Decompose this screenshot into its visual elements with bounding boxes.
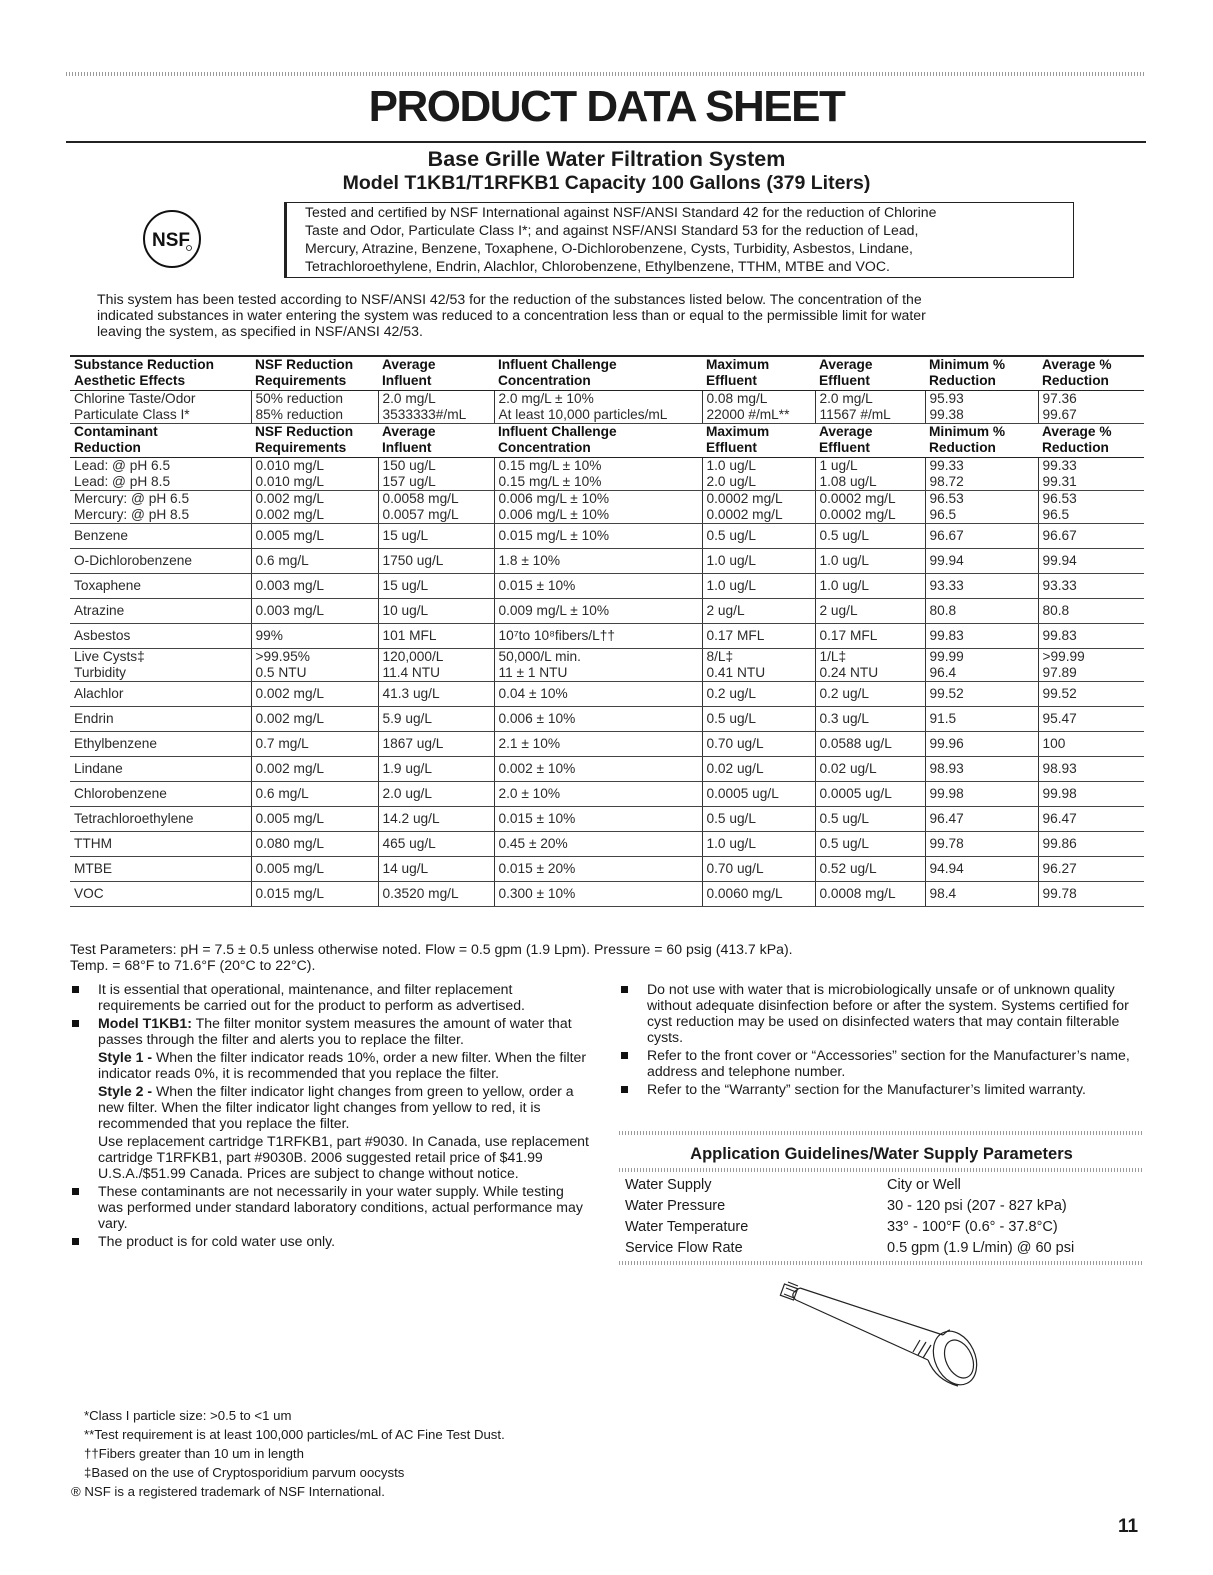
- table-cell: Endrin: [70, 707, 251, 732]
- table-cell: 99.33 98.72: [925, 458, 1038, 491]
- performance-table: [70, 355, 1144, 907]
- table-cell: 0.70 ug/L: [702, 857, 815, 882]
- table-cell: Lindane: [70, 757, 251, 782]
- table-cell: TTHM: [70, 832, 251, 857]
- table-cell: 0.006 ± 10%: [494, 707, 702, 732]
- list-item: [70, 1015, 590, 1181]
- table-cell: 0.17 MFL: [815, 624, 925, 649]
- table-cell: 150 ug/L 157 ug/L: [378, 458, 494, 491]
- table-cell: 1.0 ug/L: [702, 574, 815, 599]
- table-cell: Live Cysts‡ Turbidity: [70, 649, 251, 682]
- table-cell: 50,000/L min. 11 ± 1 NTU: [494, 649, 702, 682]
- table-cell: 0.300 ± 10%: [494, 882, 702, 907]
- table-row: [70, 682, 1144, 707]
- water-filter-cartridge-icon: [778, 1280, 988, 1390]
- table-cell: 0.0005 ug/L: [815, 782, 925, 807]
- page-title: PRODUCT DATA SHEET: [368, 82, 845, 131]
- table-cell: 99.94: [1038, 549, 1144, 574]
- table-cell: Maximum Effluent: [702, 424, 815, 458]
- table-row: [70, 574, 1144, 599]
- test-parameters: Test Parameters: pH = 7.5 ± 0.5 unless otherwise noted. Flow = 0.5 gpm (1.9 Lpm). Pressure = 60 psig (413.7 kPa). Temp. = 68°F to 71.6°F (20°C to 22°C).: [70, 941, 793, 973]
- table-cell: 0.0008 mg/L: [815, 882, 925, 907]
- table-row: [70, 732, 1144, 757]
- table-cell: NSF Reduction Requirements: [251, 424, 378, 458]
- table-row: [70, 391, 1144, 424]
- table-cell: 93.33: [1038, 574, 1144, 599]
- aesthetic-rows: [70, 391, 1144, 424]
- table-cell: 10⁷to 10⁸fibers/L††: [494, 624, 702, 649]
- table-cell: 0.015 mg/L ± 10%: [494, 524, 702, 549]
- table-cell: Average Influent: [378, 424, 494, 458]
- table-cell: 14.2 ug/L: [378, 807, 494, 832]
- table-cell: 0.002 mg/L: [251, 682, 378, 707]
- table-row: [70, 857, 1144, 882]
- table-cell: Average % Reduction: [1038, 356, 1144, 391]
- table-cell: MTBE: [70, 857, 251, 882]
- page-number: 11: [1118, 1516, 1139, 1537]
- table-cell: 0.005 mg/L: [251, 857, 378, 882]
- table-cell: 1750 ug/L: [378, 549, 494, 574]
- footnotes: [71, 1406, 505, 1501]
- bullet-text: The filter monitor system measures the amount of water that passes through the filter and alerts you to replace the filter.: [98, 1015, 572, 1047]
- contaminant-rows: [70, 458, 1144, 907]
- table-cell: 2.0 ± 10%: [494, 782, 702, 807]
- table-cell: 0.04 ± 10%: [494, 682, 702, 707]
- table-cell: 1.9 ug/L: [378, 757, 494, 782]
- table-cell: 0.003 mg/L: [251, 599, 378, 624]
- table-cell: 96.53 96.5: [1038, 491, 1144, 524]
- table-cell: 96.67: [1038, 524, 1144, 549]
- table-cell: 1.8 ± 10%: [494, 549, 702, 574]
- style2-text: When the filter indicator light changes from green to yellow, order a new filter. When the filter indicator light changes from yellow to red, it is recommended that you replace the filter.: [98, 1083, 574, 1131]
- table-cell: O-Dichlorobenzene: [70, 549, 251, 574]
- table-cell: 0.002 ± 10%: [494, 757, 702, 782]
- table-cell: Average Influent: [378, 356, 494, 391]
- table-cell: 99.94: [925, 549, 1038, 574]
- table-cell: 98.93: [1038, 757, 1144, 782]
- table-cell: Alachlor: [70, 682, 251, 707]
- table-cell: 2.0 mg/L 11567 #/mL: [815, 391, 925, 424]
- table-cell: 0.006 mg/L ± 10% 0.006 mg/L ± 10%: [494, 491, 702, 524]
- performance-data-tables: [70, 355, 1144, 907]
- table-cell: 8/L‡ 0.41 NTU: [702, 649, 815, 682]
- list-item: Refer to the “Warranty” section for the Manufacturer’s limited warranty.: [619, 1081, 1144, 1097]
- table-cell: Influent Challenge Concentration: [494, 424, 702, 458]
- table-cell: 465 ug/L: [378, 832, 494, 857]
- table-cell: 2.0 mg/L ± 10% At least 10,000 particles/mL: [494, 391, 702, 424]
- table-cell: Tetrachloroethylene: [70, 807, 251, 832]
- table-cell: 99.99 96.4: [925, 649, 1038, 682]
- table-cell: 80.8: [1038, 599, 1144, 624]
- style2-paragraph: [98, 1083, 590, 1131]
- style1-label: Style 1 -: [98, 1049, 153, 1065]
- table-cell: 0.5 ug/L: [702, 807, 815, 832]
- table-cell: 50% reduction 85% reduction: [251, 391, 378, 424]
- list-item: [70, 981, 590, 1013]
- table-cell: 0.45 ± 20%: [494, 832, 702, 857]
- nsf-logo-icon: [142, 209, 202, 269]
- product-subtitle: Base Grille Water Filtration System: [427, 147, 786, 171]
- table-cell: 1/L‡ 0.24 NTU: [815, 649, 925, 682]
- table-cell: 1.0 ug/L: [702, 549, 815, 574]
- table-row: [70, 624, 1144, 649]
- table-cell: 120,000/L 11.4 NTU: [378, 649, 494, 682]
- table-cell: 0.5 ug/L: [702, 707, 815, 732]
- table-row: [70, 649, 1144, 682]
- footnote: **Test requirement is at least 100,000 particles/mL of AC Fine Test Dust.: [84, 1427, 505, 1442]
- table-cell: 0.005 mg/L: [251, 807, 378, 832]
- table-cell: 15 ug/L: [378, 574, 494, 599]
- table-cell: 97.36 99.67: [1038, 391, 1144, 424]
- table-header-row: [70, 424, 1144, 458]
- table-row: [70, 757, 1144, 782]
- application-label: Water Supply: [625, 1177, 712, 1193]
- table-cell: 10 ug/L: [378, 599, 494, 624]
- table-cell: 2.1 ± 10%: [494, 732, 702, 757]
- table-cell: Minimum % Reduction: [925, 356, 1038, 391]
- table-row: [70, 458, 1144, 491]
- footnote: ‡Based on the use of Cryptosporidium parvum oocysts: [84, 1465, 405, 1480]
- table-cell: 0.02 ug/L: [815, 757, 925, 782]
- table-cell: 99.52: [925, 682, 1038, 707]
- intro-paragraph: This system has been tested according to NSF/ANSI 42/53 for the reduction of the substances listed below. The concentration of the indicated substances in water entering the system was reduced to a concentration less than or equal to the permissible limit for water leaving the system, as specified in NSF/ANSI 42/53.: [97, 291, 926, 339]
- table-cell: 0.5 ug/L: [702, 524, 815, 549]
- table-cell: 14 ug/L: [378, 857, 494, 882]
- application-label: Service Flow Rate: [625, 1240, 743, 1256]
- table-cell: 99.96: [925, 732, 1038, 757]
- table-cell: 96.27: [1038, 857, 1144, 882]
- table-cell: 0.3 ug/L: [815, 707, 925, 732]
- table-cell: 98.93: [925, 757, 1038, 782]
- list-item: Do not use with water that is microbiologically unsafe or of unknown quality without adequate disinfection before or after the system. Systems certified for cyst reduction may be used on disinfected waters that may contain filterable cysts.: [619, 981, 1144, 1045]
- right-bullet-list: [619, 981, 1144, 1099]
- table-cell: 99.98: [1038, 782, 1144, 807]
- application-value: City or Well: [887, 1177, 961, 1193]
- model-line: Model T1KB1/T1RFKB1 Capacity 100 Gallons (379 Liters): [342, 172, 871, 194]
- contaminant-header: [70, 424, 1144, 458]
- table-row: [70, 807, 1144, 832]
- application-table: [625, 1175, 1074, 1259]
- table-cell: 0.002 mg/L: [251, 757, 378, 782]
- table-row: [70, 549, 1144, 574]
- table-cell: Mercury: @ pH 6.5 Mercury: @ pH 8.5: [70, 491, 251, 524]
- table-cell: Influent Challenge Concentration: [494, 356, 702, 391]
- table-cell: 1.0 ug/L: [702, 832, 815, 857]
- table-cell: NSF Reduction Requirements: [251, 356, 378, 391]
- table-cell: 95.93 99.38: [925, 391, 1038, 424]
- table-cell: 1.0 ug/L: [815, 549, 925, 574]
- title-rule: [66, 141, 1146, 143]
- table-cell: 0.080 mg/L: [251, 832, 378, 857]
- table-cell: 91.5: [925, 707, 1038, 732]
- table-cell: >99.99 97.89: [1038, 649, 1144, 682]
- table-cell: 0.010 mg/L 0.010 mg/L: [251, 458, 378, 491]
- table-cell: 1.0 ug/L: [815, 574, 925, 599]
- table-cell: 0.0588 ug/L: [815, 732, 925, 757]
- table-cell: 0.0002 mg/L 0.0002 mg/L: [702, 491, 815, 524]
- aesthetic-header: [70, 356, 1144, 391]
- table-cell: Average Effluent: [815, 424, 925, 458]
- style1-text: When the filter indicator reads 10%, order a new filter. When the filter indicator reads 0%, it is recommended that you replace the filter.: [98, 1049, 587, 1081]
- application-row: [625, 1196, 1074, 1217]
- footnote: ® NSF is a registered trademark of NSF International.: [71, 1484, 385, 1499]
- table-row: [70, 882, 1144, 907]
- table-cell: 0.002 mg/L 0.002 mg/L: [251, 491, 378, 524]
- table-cell: 0.52 ug/L: [815, 857, 925, 882]
- table-cell: 95.47: [1038, 707, 1144, 732]
- table-row: [70, 832, 1144, 857]
- table-cell: 0.0005 ug/L: [702, 782, 815, 807]
- application-label: Water Pressure: [625, 1198, 726, 1214]
- top-dotted-rule: [66, 72, 1146, 76]
- application-top-rule: [619, 1131, 1144, 1135]
- application-value: 30 - 120 psi (207 - 827 kPa): [887, 1198, 1067, 1214]
- table-row: [70, 782, 1144, 807]
- table-cell: 0.005 mg/L: [251, 524, 378, 549]
- table-header-row: [70, 356, 1144, 391]
- table-cell: 0.6 mg/L: [251, 782, 378, 807]
- list-item: Refer to the front cover or “Accessories” section for the Manufacturer’s name, address and telephone number.: [619, 1047, 1144, 1079]
- table-cell: Lead: @ pH 6.5 Lead: @ pH 8.5: [70, 458, 251, 491]
- table-row: [70, 491, 1144, 524]
- table-cell: Atrazine: [70, 599, 251, 624]
- table-cell: Ethylbenzene: [70, 732, 251, 757]
- style1-paragraph: [98, 1049, 590, 1081]
- table-cell: Asbestos: [70, 624, 251, 649]
- table-cell: 0.15 mg/L ± 10% 0.15 mg/L ± 10%: [494, 458, 702, 491]
- table-cell: 96.47: [1038, 807, 1144, 832]
- table-cell: Average Effluent: [815, 356, 925, 391]
- footnote: *Class I particle size: >0.5 to <1 um: [84, 1408, 292, 1423]
- table-cell: 0.015 mg/L: [251, 882, 378, 907]
- table-cell: 94.94: [925, 857, 1038, 882]
- table-cell: VOC: [70, 882, 251, 907]
- table-cell: 0.009 mg/L ± 10%: [494, 599, 702, 624]
- application-row: [625, 1238, 1074, 1259]
- table-cell: 100: [1038, 732, 1144, 757]
- table-cell: 0.08 mg/L 22000 #/mL**: [702, 391, 815, 424]
- table-cell: 0.70 ug/L: [702, 732, 815, 757]
- table-cell: 0.02 ug/L: [702, 757, 815, 782]
- table-cell: 1.0 ug/L 2.0 ug/L: [702, 458, 815, 491]
- table-cell: 2.0 ug/L: [378, 782, 494, 807]
- bullet-text: It is essential that operational, maintenance, and filter replacement requirements be carried out for the product to perform as advertised.: [98, 981, 525, 1013]
- application-title: Application Guidelines/Water Supply Parameters: [690, 1145, 1073, 1163]
- table-cell: 0.3520 mg/L: [378, 882, 494, 907]
- application-value: 0.5 gpm (1.9 L/min) @ 60 psi: [887, 1240, 1075, 1256]
- list-item: [70, 1233, 590, 1249]
- table-cell: 5.9 ug/L: [378, 707, 494, 732]
- table-cell: 0.17 MFL: [702, 624, 815, 649]
- certification-text: Tested and certified by NSF International against NSF/ANSI Standard 42 for the reduction of Chlorine Taste and Odor, Particulate Class I*; and against NSF/ANSI Standard 53 for the reduction of Lead, Mercury, Atrazine, Benzene, Toxaphene, O-Dichlorobenzene, Cysts, Turbidity, Asbestos, Lindane, Tetrachloroethylene, Endrin, Alachlor, Chlorobenzene, Ethylbenzene, TTHM, MTBE and VOC.: [305, 204, 937, 274]
- table-cell: 0.2 ug/L: [702, 682, 815, 707]
- table-cell: 96.67: [925, 524, 1038, 549]
- table-cell: Contaminant Reduction: [70, 424, 251, 458]
- bullet-text: These contaminants are not necessarily in your water supply. While testing was performed under standard laboratory conditions, actual performance may vary.: [98, 1183, 583, 1231]
- table-cell: 0.5 ug/L: [815, 832, 925, 857]
- table-cell: 0.7 mg/L: [251, 732, 378, 757]
- table-cell: Benzene: [70, 524, 251, 549]
- table-cell: 99.86: [1038, 832, 1144, 857]
- table-cell: 0.002 mg/L: [251, 707, 378, 732]
- list-item: [70, 1183, 590, 1231]
- table-cell: Maximum Effluent: [702, 356, 815, 391]
- table-cell: 0.0060 mg/L: [702, 882, 815, 907]
- table-row: [70, 707, 1144, 732]
- table-cell: 2 ug/L: [702, 599, 815, 624]
- replacement-paragraph: Use replacement cartridge T1RFKB1, part #9030. In Canada, use replacement cartridge T1RFKB1, part #9030B. 2006 suggested retail price of $41.99 U.S.A./$51.99 Canada. Prices are subject to change without notice.: [98, 1133, 589, 1181]
- table-cell: 99%: [251, 624, 378, 649]
- table-cell: 1 ug/L 1.08 ug/L: [815, 458, 925, 491]
- table-cell: 0.015 ± 20%: [494, 857, 702, 882]
- table-cell: 99.83: [1038, 624, 1144, 649]
- footnote: ††Fibers greater than 10 um in length: [84, 1446, 304, 1461]
- table-cell: 0.2 ug/L: [815, 682, 925, 707]
- table-cell: 98.4: [925, 882, 1038, 907]
- table-cell: 0.5 ug/L: [815, 807, 925, 832]
- table-cell: Chlorine Taste/Odor Particulate Class I*: [70, 391, 251, 424]
- table-cell: 0.0058 mg/L 0.0057 mg/L: [378, 491, 494, 524]
- table-cell: 0.015 ± 10%: [494, 807, 702, 832]
- table-cell: 0.015 ± 10%: [494, 574, 702, 599]
- application-bottom-rule: [619, 1261, 1144, 1265]
- application-row: [625, 1175, 1074, 1196]
- table-cell: 96.47: [925, 807, 1038, 832]
- table-cell: 99.52: [1038, 682, 1144, 707]
- table-cell: 93.33: [925, 574, 1038, 599]
- application-label: Water Temperature: [625, 1219, 749, 1235]
- table-cell: 2.0 mg/L 3533333#/mL: [378, 391, 494, 424]
- table-row: [70, 599, 1144, 624]
- table-cell: 15 ug/L: [378, 524, 494, 549]
- table-cell: 99.78: [1038, 882, 1144, 907]
- table-cell: 101 MFL: [378, 624, 494, 649]
- application-value: 33° - 100°F (0.6° - 37.8°C): [887, 1219, 1058, 1235]
- table-cell: 41.3 ug/L: [378, 682, 494, 707]
- table-cell: 0.003 mg/L: [251, 574, 378, 599]
- table-cell: 99.78: [925, 832, 1038, 857]
- table-cell: 0.6 mg/L: [251, 549, 378, 574]
- bullet-text: The product is for cold water use only.: [98, 1233, 336, 1249]
- table-cell: 0.5 ug/L: [815, 524, 925, 549]
- model-label: Model T1KB1:: [98, 1015, 192, 1031]
- table-cell: Toxaphene: [70, 574, 251, 599]
- table-cell: 99.33 99.31: [1038, 458, 1144, 491]
- table-cell: 99.98: [925, 782, 1038, 807]
- table-cell: 2 ug/L: [815, 599, 925, 624]
- style2-label: Style 2 -: [98, 1083, 153, 1099]
- table-cell: Chlorobenzene: [70, 782, 251, 807]
- application-row: [625, 1217, 1074, 1238]
- left-bullet-list: [70, 981, 590, 1251]
- table-cell: 96.53 96.5: [925, 491, 1038, 524]
- table-cell: Substance Reduction Aesthetic Effects: [70, 356, 251, 391]
- table-cell: 0.0002 mg/L 0.0002 mg/L: [815, 491, 925, 524]
- nsf-logo-text: NSF: [152, 230, 190, 251]
- table-cell: 99.83: [925, 624, 1038, 649]
- table-cell: >99.95% 0.5 NTU: [251, 649, 378, 682]
- table-row: [70, 524, 1144, 549]
- table-cell: 1867 ug/L: [378, 732, 494, 757]
- table-cell: Average % Reduction: [1038, 424, 1144, 458]
- application-title-rule: [619, 1168, 1144, 1172]
- table-cell: 80.8: [925, 599, 1038, 624]
- table-cell: Minimum % Reduction: [925, 424, 1038, 458]
